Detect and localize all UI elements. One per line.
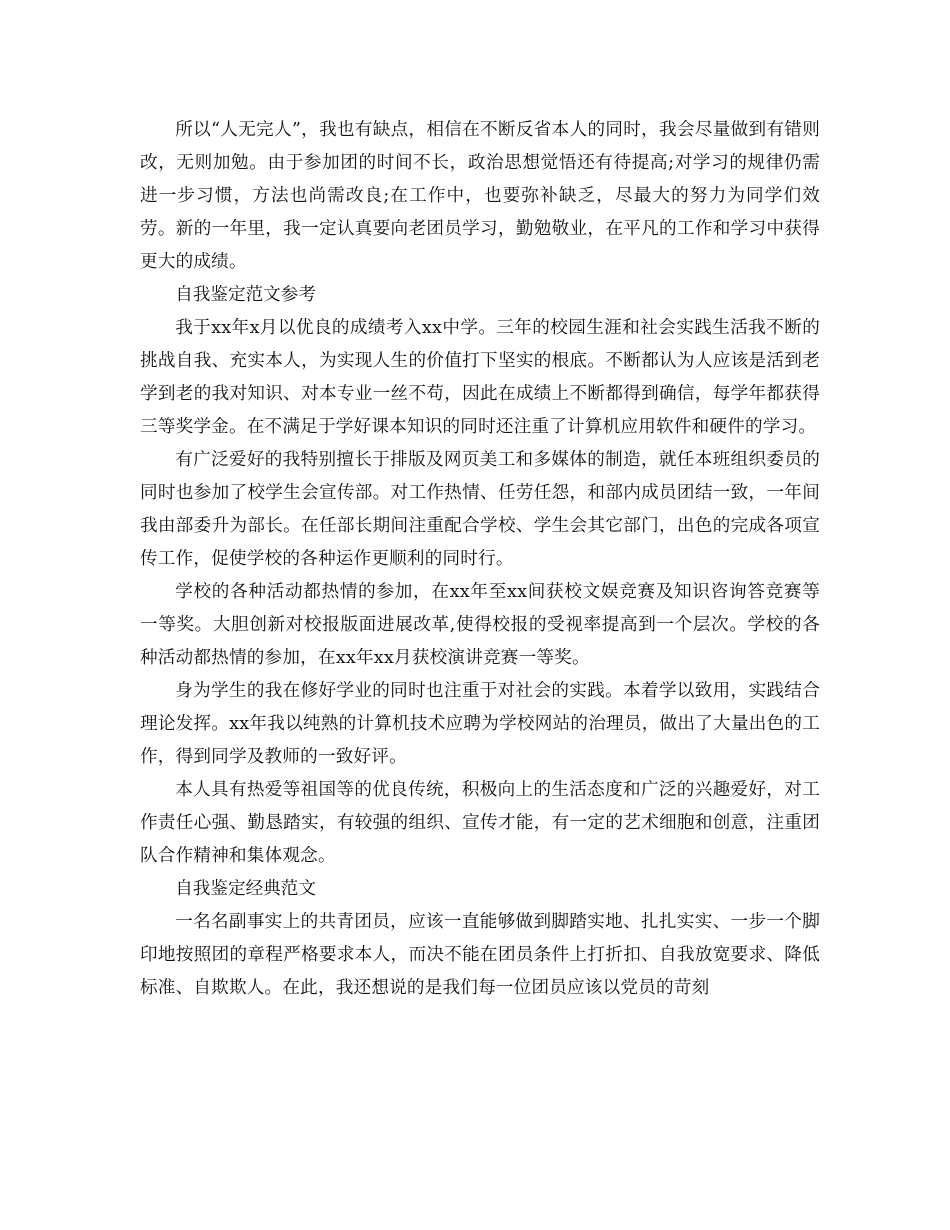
section-heading-classic: 自我鉴定经典范文 <box>175 879 316 899</box>
paragraph-personal-qualities: 本人具有热爱等祖国等的优良传统，积极向上的生活态度和广泛的兴趣爱好，对工作责任心强、勤恳踏实，有较强的组织、宣传才能，有一定的艺术细胞和创意，注重团队合作精神和集体观念。 <box>140 780 820 866</box>
paragraph-league-member: 一名名副事实上的共青团员，应该一直能够做到脚踏实地、扎扎实实、一步一个脚印地按照团的章程严格要求本人，而决不能在团员条件上打折扣、自我放宽要求、降低标准、自欺欺人。在此，我还想说的是我们每一位团员应该以党员的苛刻 <box>140 912 820 998</box>
section-heading-reference: 自我鉴定范文参考 <box>175 285 316 305</box>
paragraph-self-reflection: 所以“人无完人”，我也有缺点，相信在不断反省本人的同时，我会尽量做到有错则改，无则加勉。由于参加团的时间不长，政治思想觉悟还有待提高;对学习的规律仍需进一步习惯，方法也尚需改良;在工作中，也要弥补缺乏，尽最大的努力为同学们效劳。新的一年里，我一定认真要向老团员学习，勤勉敬业，在平凡的工作和学习中获得更大的成绩。 <box>140 120 820 272</box>
paragraph-school-admission: 我于xx年x月以优良的成绩考入xx中学。三年的校园生涯和社会实践生活我不断的挑战自我、充实本人，为实现人生的价值打下坚实的根底。不断都认为人应该是活到老学到老的我对知识、对本专业一丝不苟，因此在成绩上不断都得到确信，每学年都获得三等奖学金。在不满足于学好课本知识的同时还注重了计算机应用软件和硬件的学习。 <box>140 318 820 437</box>
paragraph-social-practice: 身为学生的我在修好学业的同时也注重于对社会的实践。本着学以致用，实践结合理论发挥。xx年我以纯熟的计算机技术应聘为学校网站的治理员，做出了大量出色的工作，得到同学及教师的一致好评。 <box>140 681 820 767</box>
paragraph-school-activities: 学校的各种活动都热情的参加，在xx年至xx间获校文娱竞赛及知识咨询答竞赛等一等奖。大胆创新对校报版面进展改革,使得校报的受视率提高到一个层次。学校的各种活动都热情的参加，在xx年xx月获校演讲竞赛一等奖。 <box>140 582 820 668</box>
paragraph-publicity-department: 有广泛爱好的我特别擅长于排版及网页美工和多媒体的制造，就任本班组织委员的同时也参加了校学生会宣传部。对工作热情、任劳任怨，和部内成员团结一致，一年间我由部委升为部长。在任部长期间注重配合学校、学生会其它部门，出色的完成各项宣传工作，促使学校的各种运作更顺利的同时行。 <box>140 450 820 569</box>
